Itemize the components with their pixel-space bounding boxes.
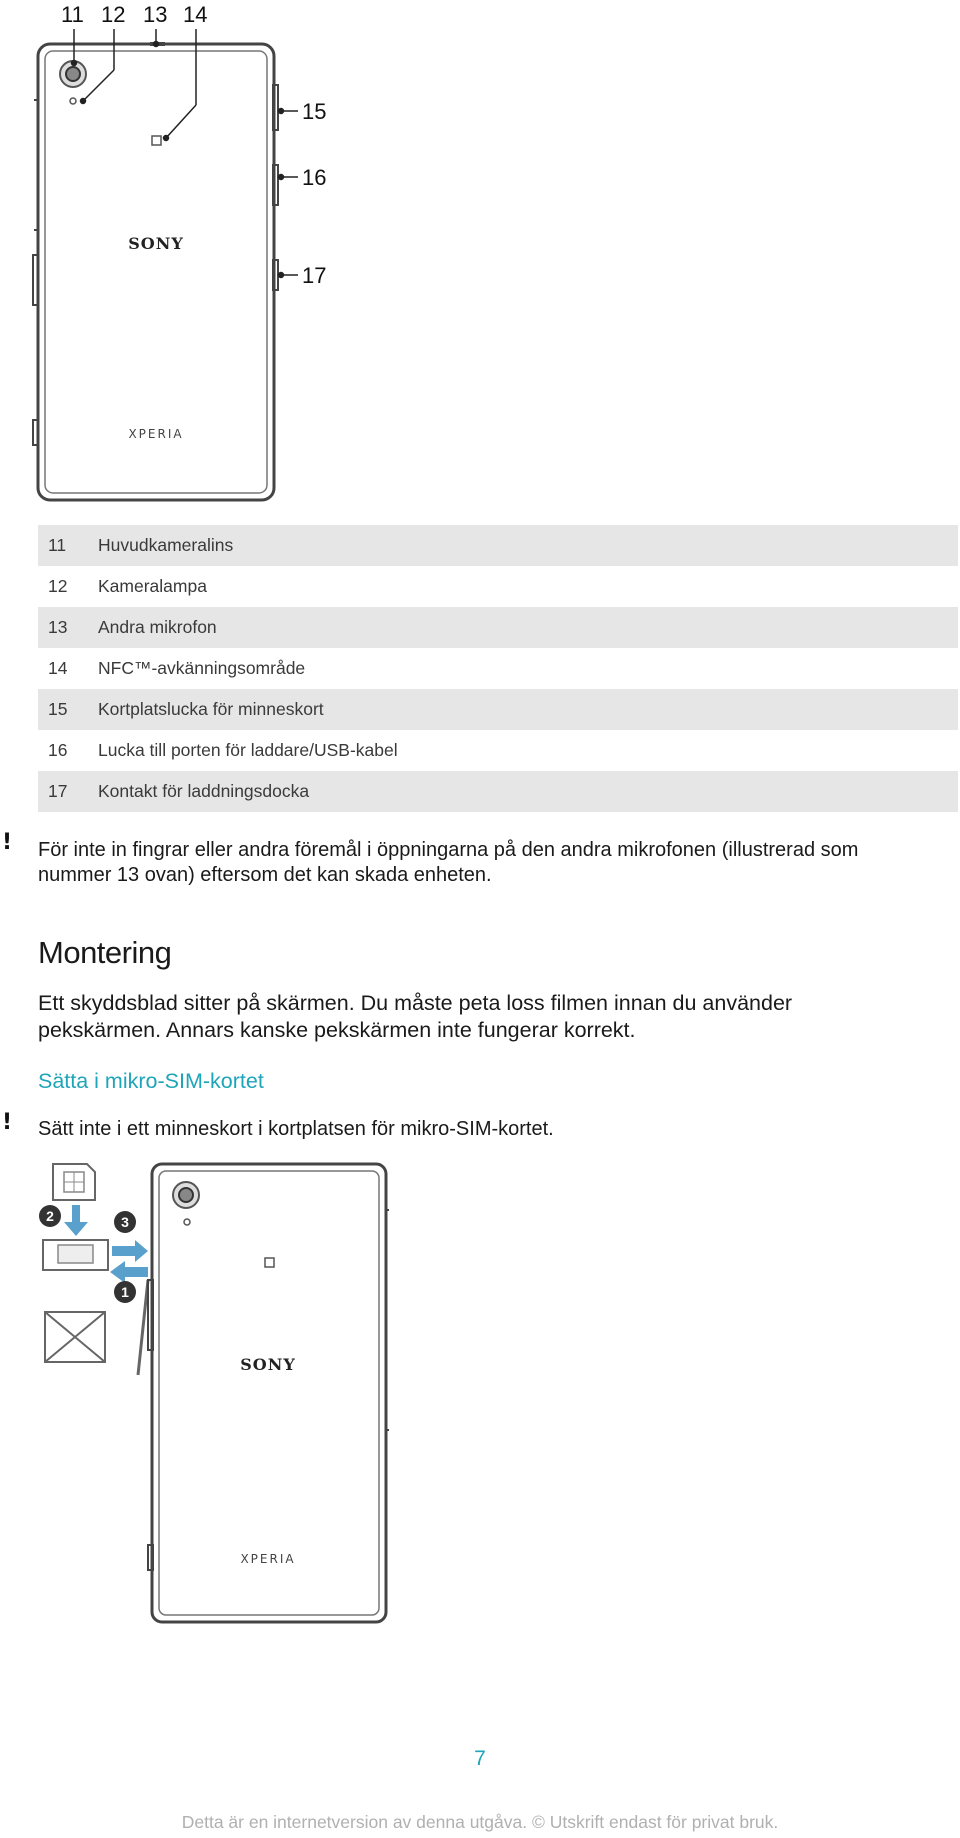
table-row [38,648,958,689]
parts-table [38,525,958,812]
part-number: 11 [48,535,67,555]
part-label: Kontakt för laddningsdocka [98,781,310,801]
phone-back-diagram [0,0,960,510]
part-label: Andra mikrofon [98,617,217,637]
callout-11: 11 [61,2,84,27]
part-number: 15 [48,699,68,719]
model-logo: XPERIA [128,427,184,441]
warning-icon: ! [2,1110,13,1135]
section-heading: Montering [38,935,172,970]
part-label: NFC™-avkänningsområde [98,658,306,678]
sim-tray-icon [43,1240,108,1270]
warning-note: Sätt inte i ett minneskort i kortplatsen för mikro-SIM-kortet. [38,1118,554,1140]
body-line: pekskärmen. Annars kanske pekskärmen inte fungerar korrekt. [38,1018,636,1042]
callout-15: 15 [302,99,327,124]
part-number: 16 [48,740,68,760]
page-number: 7 [474,1747,486,1770]
table-row [38,730,958,771]
step-3-icon [114,1211,136,1233]
svg-text:2: 2 [46,1208,54,1224]
part-number: 13 [48,617,68,637]
callout-lines [72,29,299,278]
footer-notice: Detta är en internetversion av denna utgåva. © Utskrift endast för privat bruk. [181,1812,779,1832]
no-memory-card-icon [45,1312,105,1362]
flash-icon [70,98,76,104]
table-row [38,525,958,566]
step-2-icon [39,1205,61,1227]
section-body [38,990,938,1044]
part-number: 17 [48,781,68,801]
flash-icon [184,1219,190,1225]
sim-insertion-diagram [0,1150,960,1630]
part-number: 14 [48,658,68,678]
brand-logo: SONY [128,234,184,253]
table-row [38,607,958,648]
brand-logo: SONY [240,1355,296,1374]
callout-12: 12 [101,2,126,27]
warning-line: För inte in fingrar eller andra föremål i öppningarna på den andra mikrofonen (illustrerad som [38,839,859,861]
warning-line: nummer 13 ovan) eftersom det kan skada enheten. [38,864,492,886]
tray-tool-icon [138,1280,148,1375]
step-1-icon [114,1281,136,1303]
table-row [38,566,958,607]
part-label: Kortplatslucka för minneskort [98,699,324,719]
svg-text:3: 3 [121,1214,129,1230]
part-number: 12 [48,576,68,596]
model-logo: XPERIA [240,1552,296,1566]
camera-lens-icon [173,1182,199,1208]
part-label: Kameralampa [98,576,207,596]
callout-14: 14 [183,2,208,27]
callout-16: 16 [302,165,327,190]
sim-card-icon [53,1164,95,1200]
table-row [38,689,958,730]
svg-text:1: 1 [121,1284,129,1300]
callout-17: 17 [302,263,327,288]
warning-icon: ! [2,830,13,855]
subsection-heading: Sätta i mikro-SIM-kortet [38,1069,264,1093]
part-label: Huvudkameralins [98,535,234,555]
table-row [38,771,958,812]
nfc-mark-icon [265,1258,274,1267]
callout-13: 13 [143,2,168,27]
part-label: Lucka till porten för laddare/USB-kabel [98,740,398,760]
warning-note [38,838,953,888]
nfc-mark-icon [152,136,161,145]
body-line: Ett skyddsblad sitter på skärmen. Du måste peta loss filmen innan du använder [38,991,793,1015]
